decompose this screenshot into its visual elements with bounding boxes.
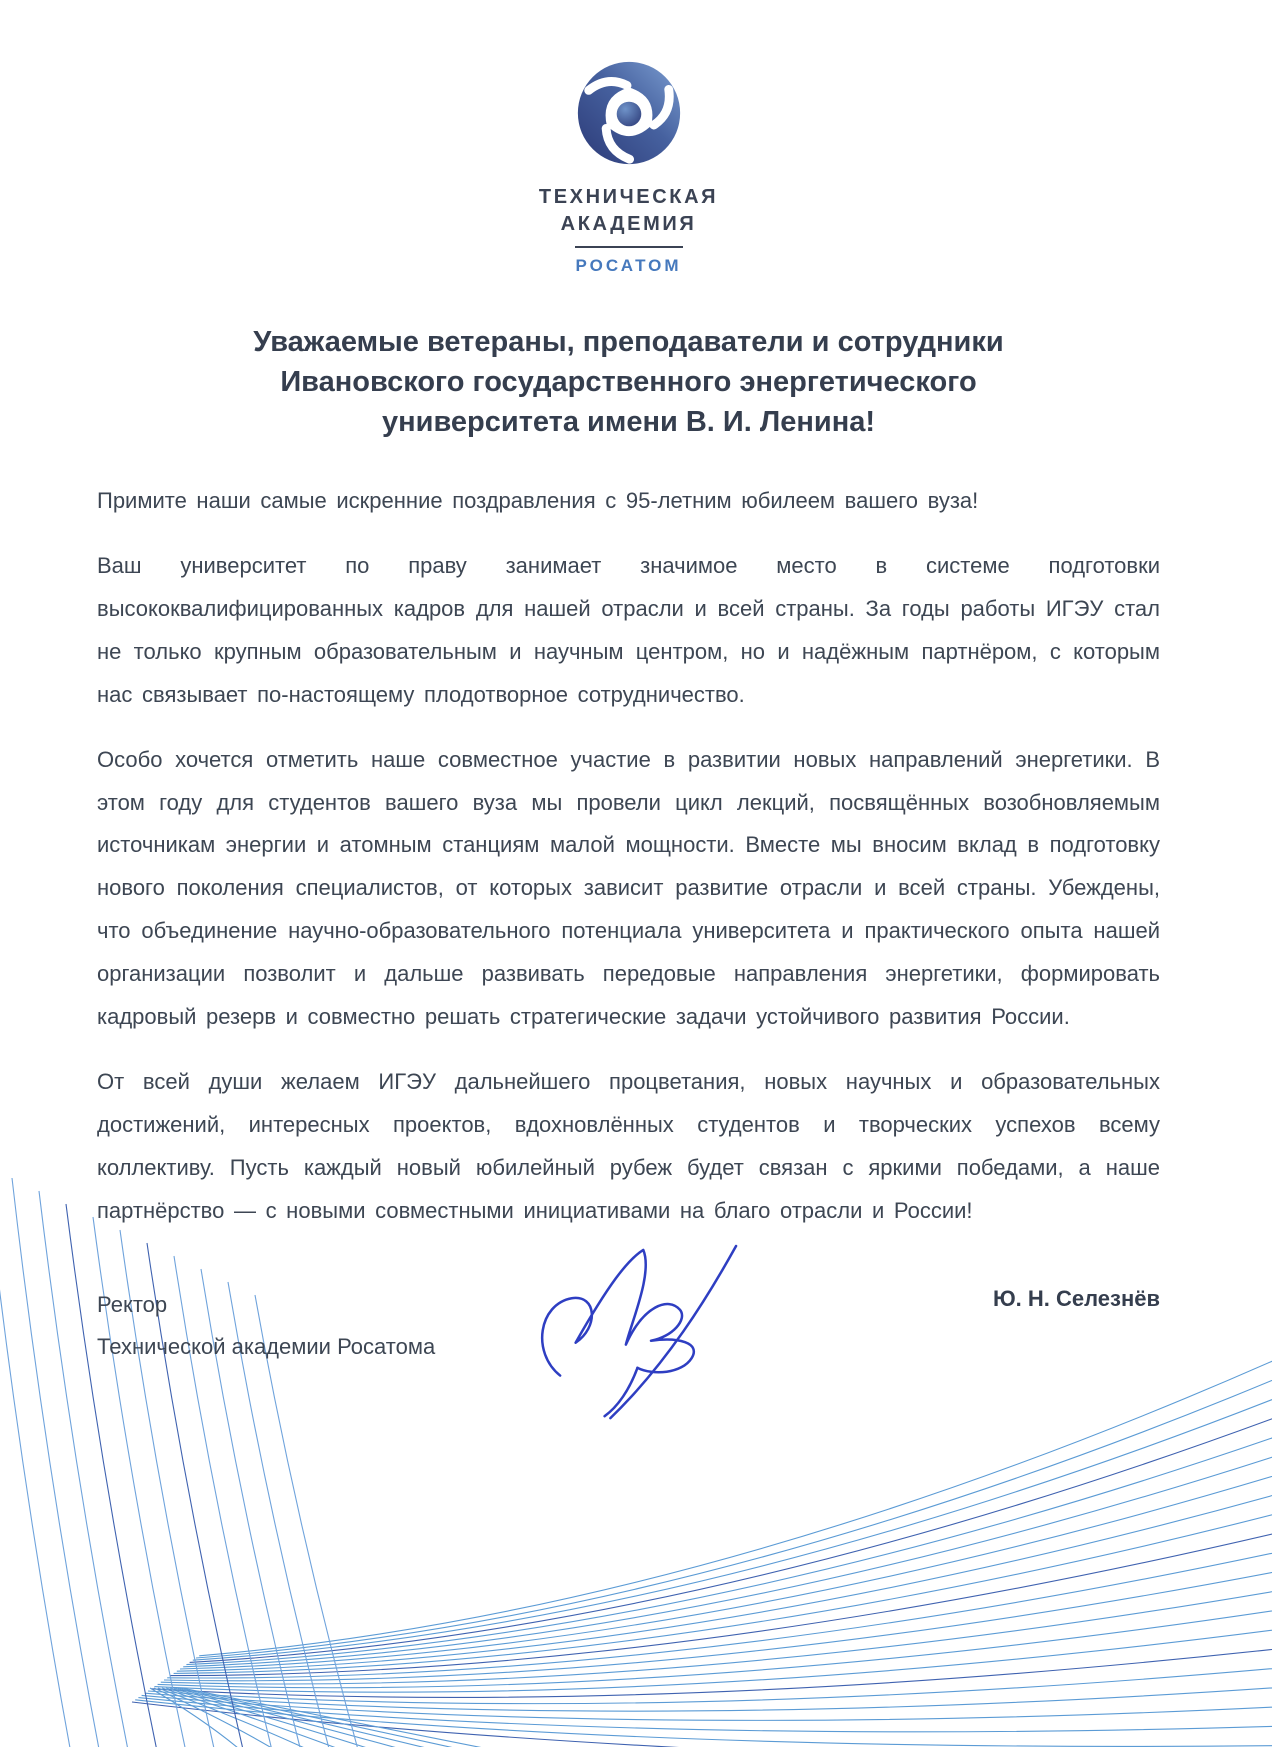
rosatom-logo-icon xyxy=(570,54,688,172)
paragraph-university: Ваш университет по праву занимает значимое место в системе подготовки высококвалифицированных кадров для нашей отрасли и всей страны. За годы работы ИГЭУ стал не только крупным образовательным и научным центром, но и надёжным партнёром, с которым нас связывает по-настоящему плодотворное сотрудничество. xyxy=(97,553,1160,707)
signer-title-line1: Ректор xyxy=(97,1292,168,1318)
paragraph-cooperation: Особо хочется отметить наше совместное участие в развитии новых направлений энергетики. В этом году для студентов вашего вуза мы провели цикл лекций, посвящённых возобновляемым источникам энергии и атомным станциям малой мощности. Вместе мы вносим вклад в подготовку нового поколения специалистов, от которых зависит развитие отрасли и всей страны. Убеждены, что объединение научно-образовательного потенциала университета и практического опыта нашей организации позволит и дальше развивать передовые направления энергетики, формировать кадровый резерв и совместно решать стратегические задачи устойчивого развития России. xyxy=(97,746,1160,1030)
letter-heading xyxy=(97,322,1160,442)
heading-line3: университета имени В. И. Ленина! xyxy=(382,406,875,439)
letterhead xyxy=(97,54,1160,276)
heading-line2: Ивановского государственного энергетического xyxy=(280,366,977,399)
org-name-line1: ТЕХНИЧЕСКАЯ xyxy=(538,186,719,208)
org-name-line2: АКАДЕМИЯ xyxy=(560,212,697,235)
handwritten-signature-icon xyxy=(535,1242,767,1426)
signer-title-line2: Технической академии Росатома xyxy=(97,1334,436,1360)
letter-body xyxy=(97,480,1160,1232)
org-subtitle: РОСАТОМ xyxy=(575,256,682,276)
paragraph-greeting: Примите наши самые искренние поздравления с 95-летним юбилеем вашего вуза! xyxy=(97,488,979,514)
heading-line1: Уважаемые ветераны, преподаватели и сотрудники xyxy=(253,326,1004,359)
signer-title xyxy=(97,1284,435,1368)
signature-block xyxy=(97,1284,1160,1368)
signer-name: Ю. Н. Селезнёв xyxy=(992,1286,1160,1312)
paragraph-wishes: От всей души желаем ИГЭУ дальнейшего процветания, новых научных и образовательных достижений, интересных проектов, вдохновлённых студентов и творческих успехов всему коллективу. Пусть каждый новый юбилейный рубеж будет связан с яркими победами, а наше партнёрство — с новыми совместными инициативами на благо отрасли и России! xyxy=(97,1068,1160,1223)
letterhead-divider xyxy=(575,246,683,248)
